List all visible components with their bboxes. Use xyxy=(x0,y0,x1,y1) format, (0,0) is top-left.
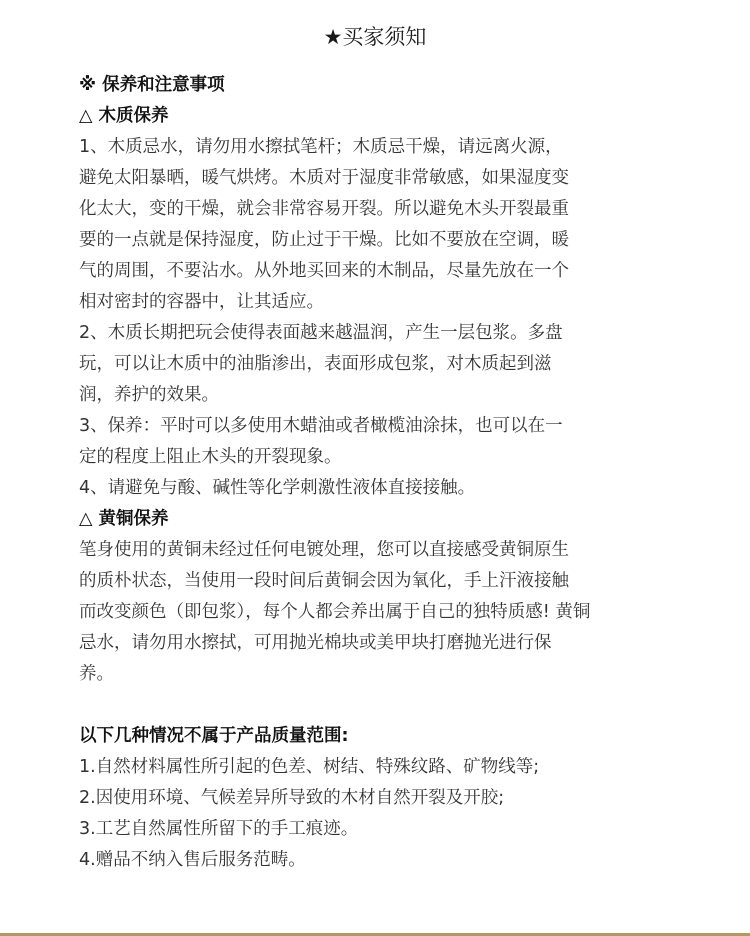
wood-care-item-1: 1、木质忌水，请勿用水擦拭笔杆；木质忌干燥，请远离火源， 避免太阳暴晒，暖气烘烤。木质对于湿度非常敏感，如果湿度变 化太大，变的干燥，就会非常容易开裂。所以避免木头开裂最重 要的一点就是保持湿度，防止过于干燥。比如不要放在空调，暖 气的周围，不要沾水。从外地买回来的木制品，尽量先放在一个 相对密封的容器中，让其适应。 xyxy=(79,137,569,312)
notice-content xyxy=(79,70,679,876)
brass-care-text: 笔身使用的黄铜未经过任何电镀处理，您可以直接感受黄铜原生 的质朴状态，当使用一段时间后黄铜会因为氧化，手上汗液接触 而改变颜色（即包浆），每个人都会养出属于自己的独特质感! 黄铜 忌水，请勿用水擦拭，可用抛光棉块或美甲块打磨抛光进行保 养。 xyxy=(79,540,591,684)
exclusions-list xyxy=(79,752,679,876)
wood-care-heading: △ 木质保养 xyxy=(79,106,169,126)
list-item: 4.赠品不纳入售后服务范畴。 xyxy=(79,850,306,870)
list-item: 1.自然材料属性所引起的色差、树结、特殊纹路、矿物线等; xyxy=(79,757,540,777)
list-item: 2.因使用环境、气候差异所导致的木材自然开裂及开胶; xyxy=(79,788,505,808)
wood-care-item-3: 3、保养：平时可以多使用木蜡油或者橄榄油涂抹，也可以在一 定的程度上阻止木头的开裂现象。 xyxy=(79,416,563,467)
wood-care-item-4: 4、请避免与酸、碱性等化学刺激性液体直接接触。 xyxy=(79,478,476,498)
list-item: 3.工艺自然属性所留下的手工痕迹。 xyxy=(79,819,359,839)
page-title: ★买家须知 xyxy=(323,25,427,49)
care-heading: ※ 保养和注意事项 xyxy=(79,75,225,95)
wood-care-item-2: 2、木质长期把玩会使得表面越来越温润，产生一层包浆。多盘 玩，可以让木质中的油脂渗出，表面形成包浆，对木质起到滋 润，养护的效果。 xyxy=(79,323,563,405)
section-spacer xyxy=(79,690,679,721)
exclusions-heading: 以下几种情况不属于产品质量范围: xyxy=(79,726,349,746)
brass-care-heading: △ 黄铜保养 xyxy=(79,509,169,529)
